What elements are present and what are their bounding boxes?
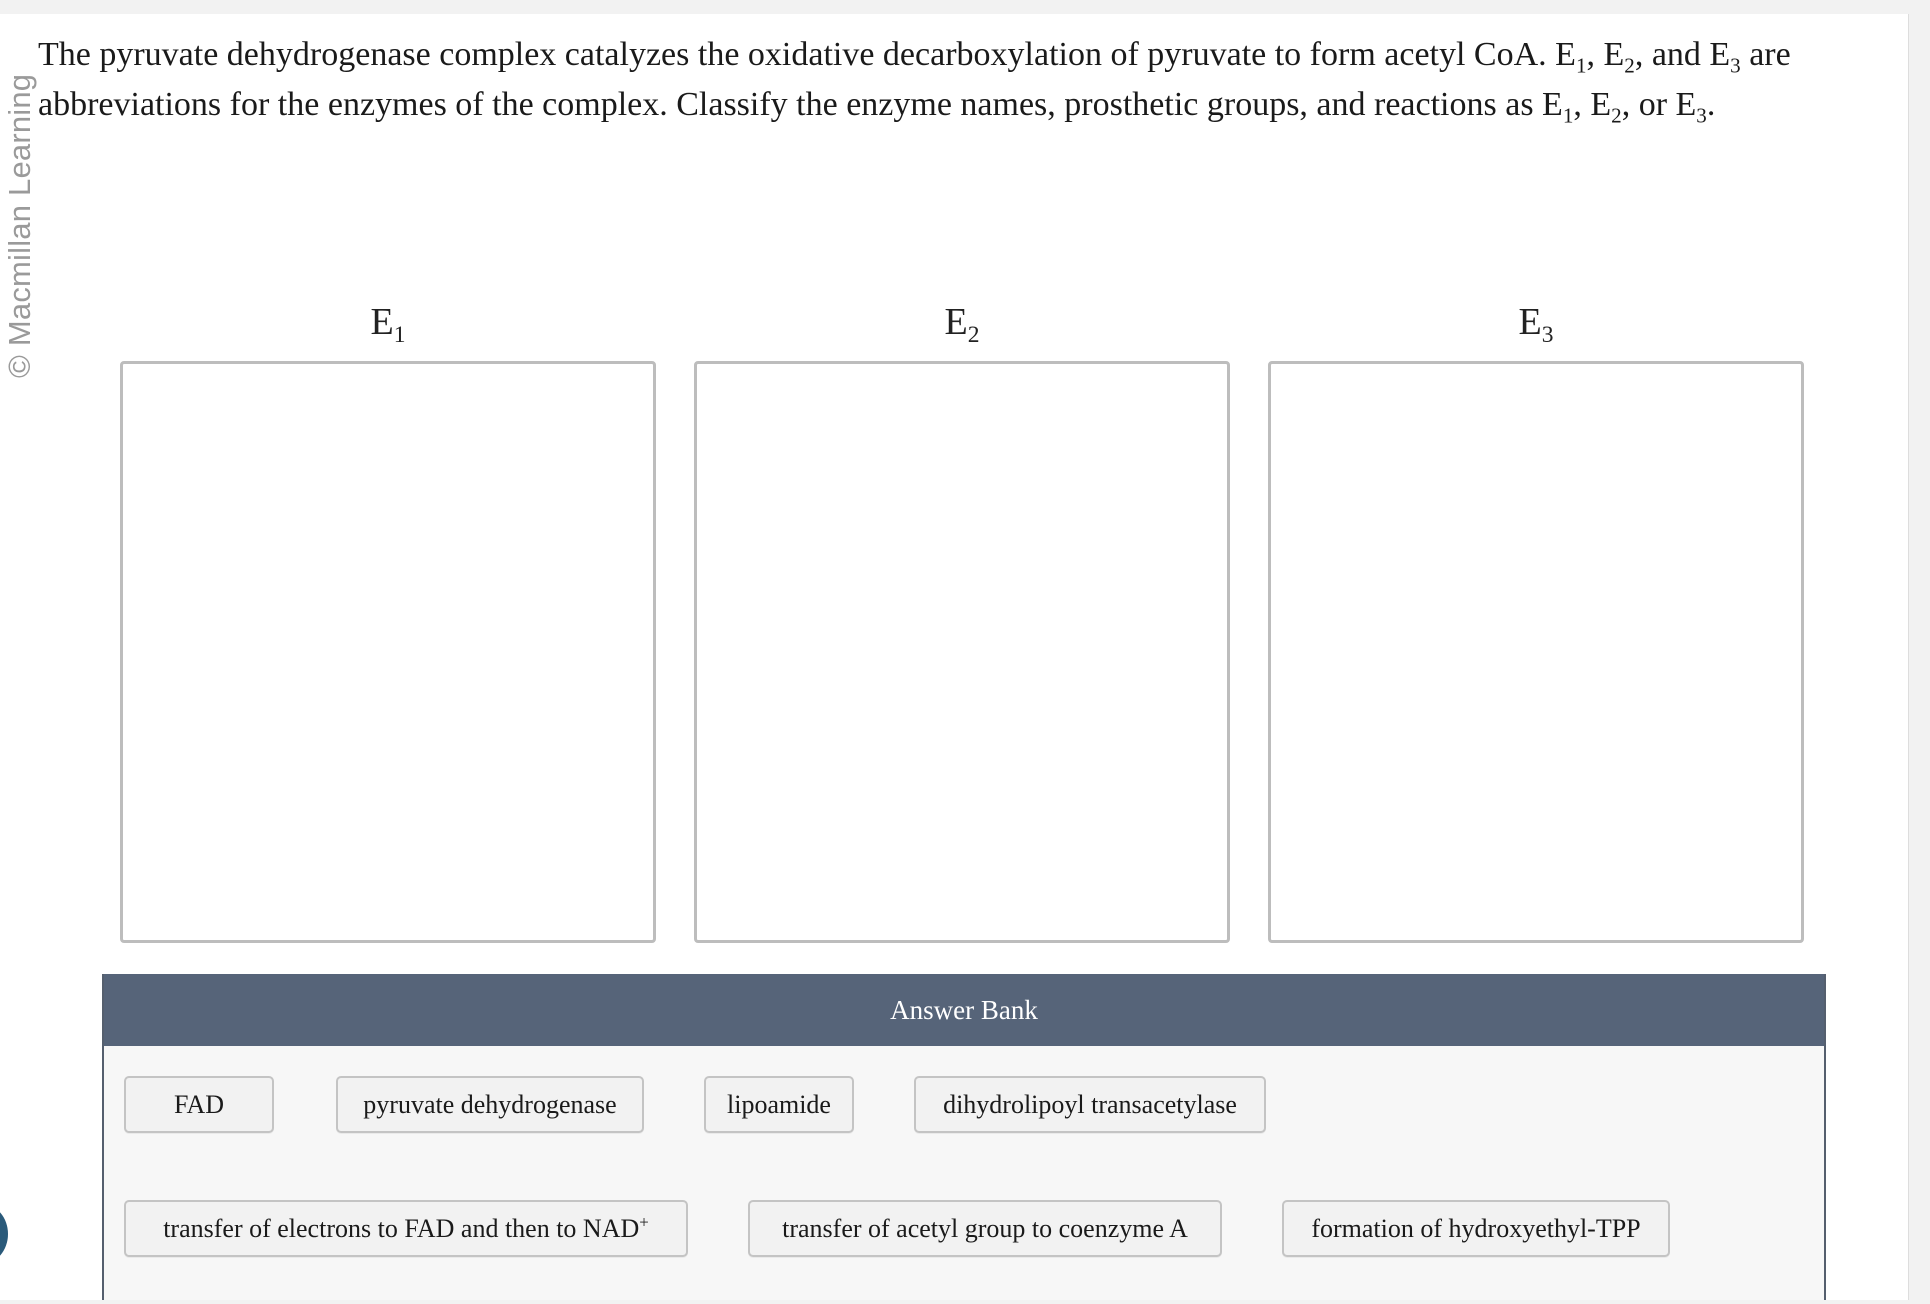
answer-bank [102,974,1826,1300]
drop-zone-e3[interactable] [1268,361,1804,943]
side-panel-toggle-icon[interactable] [0,1204,8,1264]
answer-chip-electron-transfer[interactable]: transfer of electrons to FAD and then to NAD+ [124,1200,688,1257]
watermark-text: © Macmillan Learning [2,73,37,378]
question-page [0,14,1909,1300]
drop-zone-e2[interactable] [694,361,1230,943]
zone-label-e3: $E_3$ [1518,301,1554,349]
answer-chip-fad[interactable]: FAD [124,1076,274,1133]
answer-chip-pyruvate-dehydrogenase[interactable]: pyruvate dehydrogenase [336,1076,644,1133]
zone-label-e2: $E_2$ [944,301,980,349]
drop-zone-e1[interactable] [120,361,656,943]
answer-bank-title: Answer Bank [104,974,1824,1046]
answer-chip-dihydrolipoyl-transacetylase[interactable]: dihydrolipoyl transacetylase [914,1076,1266,1133]
answer-chip-lipoamide[interactable]: lipoamide [704,1076,854,1133]
answer-chip-hydroxyethyl-tpp[interactable]: formation of hydroxyethyl-TPP [1282,1200,1670,1257]
answer-chip-acetyl-transfer[interactable]: transfer of acetyl group to coenzyme A [748,1200,1222,1257]
question-text: The pyruvate dehydrogenase complex catalyzes the oxidative decarboxylation of pyruvate to form acetyl CoA. $E_1$, $E_2$, and $E_3$ are abbreviations for the enzymes of the complex. Classify the enzyme names, prosthetic groups, and reactions as $E_1$, $E_2$, or $E_3$. [38,36,1791,128]
zone-label-e1: $E_1$ [370,301,406,349]
